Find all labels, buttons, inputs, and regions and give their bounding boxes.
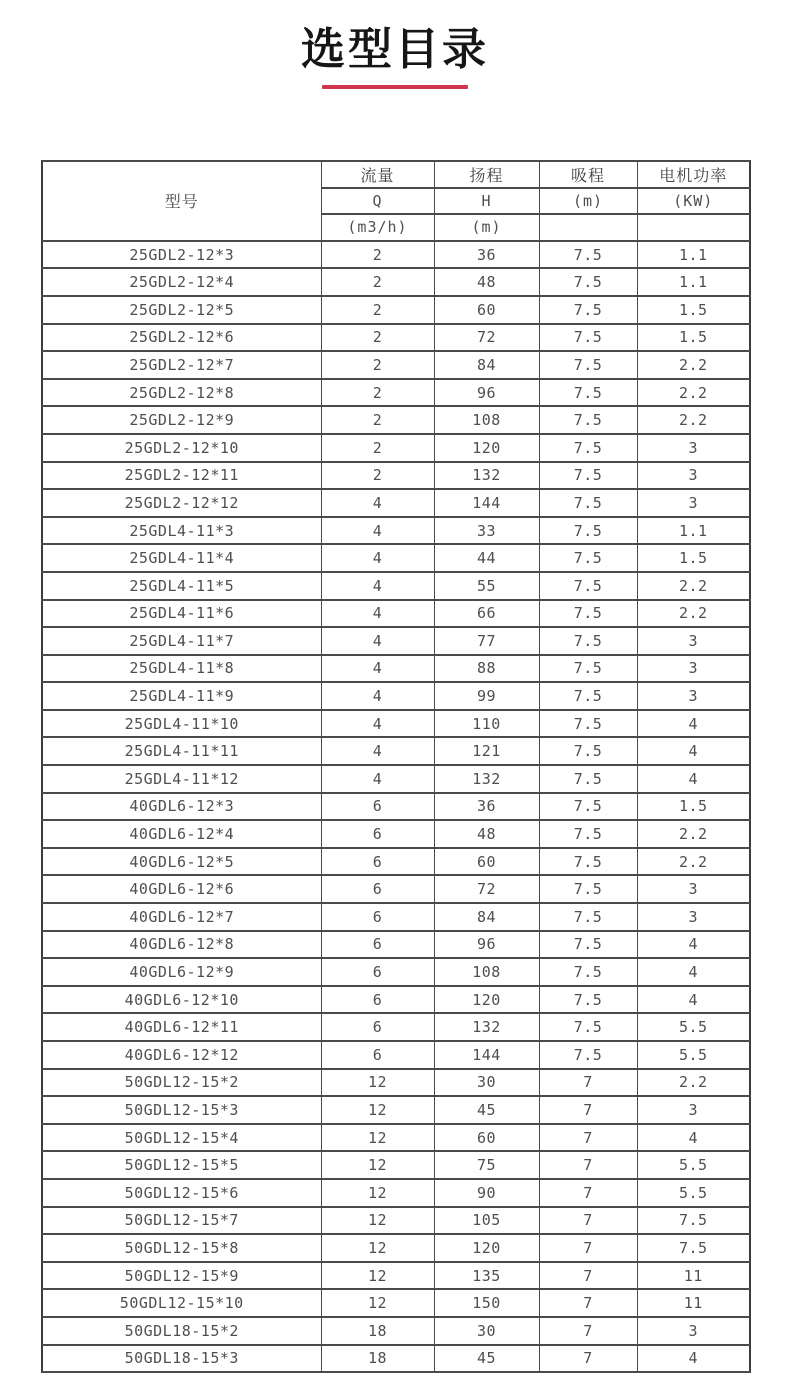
suction-cell: 7 <box>539 1179 637 1207</box>
power-cell: 3 <box>637 434 750 462</box>
head-cell: 90 <box>434 1179 539 1207</box>
flow-cell: 12 <box>321 1179 434 1207</box>
table-row <box>42 875 750 903</box>
table-row <box>42 903 750 931</box>
head-cell: 132 <box>434 462 539 490</box>
table-row <box>42 324 750 352</box>
flow-cell: 12 <box>321 1124 434 1152</box>
model-cell: 40GDL6-12*3 <box>42 793 321 821</box>
table-body <box>42 241 750 1372</box>
power-cell: 4 <box>637 765 750 793</box>
flow-cell: 18 <box>321 1345 434 1373</box>
suction-cell: 7.5 <box>539 517 637 545</box>
head-cell: 96 <box>434 931 539 959</box>
power-cell: 3 <box>637 682 750 710</box>
suction-cell: 7.5 <box>539 931 637 959</box>
table-row <box>42 1096 750 1124</box>
suction-cell: 7.5 <box>539 1041 637 1069</box>
head-cell: 30 <box>434 1069 539 1097</box>
table-row <box>42 1151 750 1179</box>
table-row <box>42 765 750 793</box>
model-cell: 25GDL2-12*4 <box>42 268 321 296</box>
model-cell: 25GDL2-12*3 <box>42 241 321 269</box>
power-cell: 2.2 <box>637 820 750 848</box>
model-cell: 25GDL2-12*12 <box>42 489 321 517</box>
suction-cell: 7.5 <box>539 268 637 296</box>
power-cell: 2.2 <box>637 848 750 876</box>
model-cell: 40GDL6-12*5 <box>42 848 321 876</box>
flow-cell: 6 <box>321 931 434 959</box>
suction-cell: 7.5 <box>539 1013 637 1041</box>
model-cell: 40GDL6-12*9 <box>42 958 321 986</box>
table-row <box>42 241 750 269</box>
power-cell: 11 <box>637 1262 750 1290</box>
power-cell: 5.5 <box>637 1013 750 1041</box>
header-flow-symbol: Q <box>321 188 434 215</box>
table-row <box>42 268 750 296</box>
pump-selection-table <box>41 160 751 1373</box>
suction-cell: 7 <box>539 1317 637 1345</box>
flow-cell: 6 <box>321 1041 434 1069</box>
suction-cell: 7.5 <box>539 434 637 462</box>
model-cell: 25GDL4-11*7 <box>42 627 321 655</box>
table-row <box>42 572 750 600</box>
table-row <box>42 1124 750 1152</box>
model-cell: 25GDL2-12*9 <box>42 406 321 434</box>
power-cell: 3 <box>637 462 750 490</box>
power-cell: 3 <box>637 1317 750 1345</box>
flow-cell: 4 <box>321 600 434 628</box>
suction-cell: 7.5 <box>539 737 637 765</box>
header-suction-blank <box>539 214 637 241</box>
model-cell: 40GDL6-12*8 <box>42 931 321 959</box>
flow-cell: 12 <box>321 1234 434 1262</box>
model-cell: 40GDL6-12*11 <box>42 1013 321 1041</box>
suction-cell: 7.5 <box>539 958 637 986</box>
flow-cell: 6 <box>321 848 434 876</box>
power-cell: 4 <box>637 1124 750 1152</box>
table-row <box>42 462 750 490</box>
model-cell: 25GDL4-11*4 <box>42 544 321 572</box>
model-cell: 40GDL6-12*6 <box>42 875 321 903</box>
head-cell: 44 <box>434 544 539 572</box>
head-cell: 110 <box>434 710 539 738</box>
head-cell: 99 <box>434 682 539 710</box>
head-cell: 135 <box>434 1262 539 1290</box>
model-cell: 50GDL18-15*3 <box>42 1345 321 1373</box>
flow-cell: 12 <box>321 1207 434 1235</box>
suction-cell: 7 <box>539 1124 637 1152</box>
head-cell: 88 <box>434 655 539 683</box>
table-row <box>42 406 750 434</box>
flow-cell: 4 <box>321 489 434 517</box>
model-cell: 25GDL4-11*11 <box>42 737 321 765</box>
model-cell: 25GDL4-11*10 <box>42 710 321 738</box>
table-row <box>42 986 750 1014</box>
power-cell: 5.5 <box>637 1151 750 1179</box>
head-cell: 150 <box>434 1289 539 1317</box>
model-cell: 25GDL2-12*5 <box>42 296 321 324</box>
suction-cell: 7.5 <box>539 682 637 710</box>
power-cell: 4 <box>637 710 750 738</box>
model-cell: 50GDL12-15*2 <box>42 1069 321 1097</box>
model-cell: 50GDL12-15*7 <box>42 1207 321 1235</box>
power-cell: 1.1 <box>637 517 750 545</box>
flow-cell: 4 <box>321 544 434 572</box>
head-cell: 108 <box>434 406 539 434</box>
flow-cell: 4 <box>321 655 434 683</box>
head-cell: 77 <box>434 627 539 655</box>
table-row <box>42 489 750 517</box>
power-cell: 2.2 <box>637 379 750 407</box>
table-row <box>42 1013 750 1041</box>
power-cell: 3 <box>637 655 750 683</box>
power-cell: 1.1 <box>637 268 750 296</box>
flow-cell: 2 <box>321 462 434 490</box>
suction-cell: 7 <box>539 1234 637 1262</box>
flow-cell: 6 <box>321 903 434 931</box>
model-cell: 25GDL4-11*12 <box>42 765 321 793</box>
power-cell: 2.2 <box>637 600 750 628</box>
model-cell: 50GDL12-15*4 <box>42 1124 321 1152</box>
head-cell: 144 <box>434 489 539 517</box>
header-suction-unit: (m) <box>539 188 637 215</box>
table-row <box>42 737 750 765</box>
table-header <box>42 161 750 241</box>
suction-cell: 7.5 <box>539 820 637 848</box>
table-row <box>42 379 750 407</box>
head-cell: 108 <box>434 958 539 986</box>
flow-cell: 4 <box>321 572 434 600</box>
power-cell: 1.5 <box>637 324 750 352</box>
suction-cell: 7.5 <box>539 765 637 793</box>
flow-cell: 12 <box>321 1096 434 1124</box>
flow-cell: 4 <box>321 517 434 545</box>
flow-cell: 6 <box>321 986 434 1014</box>
head-cell: 75 <box>434 1151 539 1179</box>
model-cell: 50GDL18-15*2 <box>42 1317 321 1345</box>
flow-cell: 2 <box>321 296 434 324</box>
power-cell: 4 <box>637 1345 750 1373</box>
head-cell: 30 <box>434 1317 539 1345</box>
table-row <box>42 627 750 655</box>
suction-cell: 7.5 <box>539 600 637 628</box>
power-cell: 3 <box>637 627 750 655</box>
model-cell: 50GDL12-15*5 <box>42 1151 321 1179</box>
suction-cell: 7.5 <box>539 406 637 434</box>
suction-cell: 7.5 <box>539 296 637 324</box>
flow-cell: 6 <box>321 820 434 848</box>
model-cell: 25GDL2-12*10 <box>42 434 321 462</box>
power-cell: 3 <box>637 1096 750 1124</box>
table-row <box>42 710 750 738</box>
head-cell: 132 <box>434 1013 539 1041</box>
header-model: 型号 <box>42 161 321 241</box>
suction-cell: 7.5 <box>539 986 637 1014</box>
table-row <box>42 1179 750 1207</box>
suction-cell: 7.5 <box>539 379 637 407</box>
model-cell: 50GDL12-15*10 <box>42 1289 321 1317</box>
suction-cell: 7 <box>539 1345 637 1373</box>
head-cell: 45 <box>434 1096 539 1124</box>
table-row <box>42 296 750 324</box>
table-row <box>42 1317 750 1345</box>
flow-cell: 4 <box>321 682 434 710</box>
table-row <box>42 517 750 545</box>
suction-cell: 7.5 <box>539 351 637 379</box>
power-cell: 1.5 <box>637 296 750 324</box>
flow-cell: 12 <box>321 1262 434 1290</box>
head-cell: 66 <box>434 600 539 628</box>
table-row <box>42 793 750 821</box>
flow-cell: 6 <box>321 793 434 821</box>
power-cell: 1.5 <box>637 544 750 572</box>
header-head-symbol: H <box>434 188 539 215</box>
table-row <box>42 682 750 710</box>
table-row <box>42 434 750 462</box>
model-cell: 40GDL6-12*7 <box>42 903 321 931</box>
suction-cell: 7.5 <box>539 655 637 683</box>
power-cell: 7.5 <box>637 1234 750 1262</box>
suction-cell: 7.5 <box>539 793 637 821</box>
title-underline <box>322 85 468 89</box>
power-cell: 3 <box>637 903 750 931</box>
head-cell: 144 <box>434 1041 539 1069</box>
suction-cell: 7.5 <box>539 324 637 352</box>
model-cell: 50GDL12-15*6 <box>42 1179 321 1207</box>
title-block <box>0 24 790 89</box>
power-cell: 1.5 <box>637 793 750 821</box>
flow-cell: 6 <box>321 958 434 986</box>
flow-cell: 2 <box>321 351 434 379</box>
table-row <box>42 1207 750 1235</box>
suction-cell: 7.5 <box>539 462 637 490</box>
table-row <box>42 931 750 959</box>
table-row <box>42 1289 750 1317</box>
power-cell: 3 <box>637 489 750 517</box>
power-cell: 2.2 <box>637 406 750 434</box>
flow-cell: 2 <box>321 406 434 434</box>
model-cell: 25GDL2-12*8 <box>42 379 321 407</box>
header-row-1 <box>42 161 750 188</box>
flow-cell: 12 <box>321 1151 434 1179</box>
power-cell: 5.5 <box>637 1041 750 1069</box>
head-cell: 36 <box>434 241 539 269</box>
flow-cell: 2 <box>321 379 434 407</box>
model-cell: 25GDL2-12*7 <box>42 351 321 379</box>
power-cell: 4 <box>637 931 750 959</box>
page-title: 选型目录 <box>301 25 489 74</box>
head-cell: 120 <box>434 434 539 462</box>
suction-cell: 7 <box>539 1069 637 1097</box>
head-cell: 48 <box>434 268 539 296</box>
suction-cell: 7 <box>539 1289 637 1317</box>
table-row <box>42 544 750 572</box>
model-cell: 50GDL12-15*9 <box>42 1262 321 1290</box>
head-cell: 45 <box>434 1345 539 1373</box>
power-cell: 2.2 <box>637 351 750 379</box>
head-cell: 105 <box>434 1207 539 1235</box>
flow-cell: 2 <box>321 268 434 296</box>
suction-cell: 7.5 <box>539 710 637 738</box>
power-cell: 3 <box>637 875 750 903</box>
power-cell: 1.1 <box>637 241 750 269</box>
flow-cell: 12 <box>321 1289 434 1317</box>
suction-cell: 7 <box>539 1207 637 1235</box>
head-cell: 48 <box>434 820 539 848</box>
head-cell: 60 <box>434 1124 539 1152</box>
head-cell: 84 <box>434 351 539 379</box>
head-cell: 132 <box>434 765 539 793</box>
model-cell: 50GDL12-15*8 <box>42 1234 321 1262</box>
flow-cell: 2 <box>321 324 434 352</box>
flow-cell: 12 <box>321 1069 434 1097</box>
model-cell: 25GDL2-12*6 <box>42 324 321 352</box>
table-row <box>42 820 750 848</box>
flow-cell: 4 <box>321 765 434 793</box>
suction-cell: 7.5 <box>539 544 637 572</box>
model-cell: 25GDL4-11*9 <box>42 682 321 710</box>
flow-cell: 4 <box>321 737 434 765</box>
table-row <box>42 1069 750 1097</box>
head-cell: 72 <box>434 875 539 903</box>
suction-cell: 7.5 <box>539 241 637 269</box>
power-cell: 11 <box>637 1289 750 1317</box>
model-cell: 25GDL2-12*11 <box>42 462 321 490</box>
header-motor-power: 电机功率 <box>637 161 750 188</box>
suction-cell: 7.5 <box>539 903 637 931</box>
head-cell: 72 <box>434 324 539 352</box>
head-cell: 96 <box>434 379 539 407</box>
power-cell: 4 <box>637 986 750 1014</box>
model-cell: 25GDL4-11*8 <box>42 655 321 683</box>
power-cell: 2.2 <box>637 1069 750 1097</box>
header-power-unit: (KW) <box>637 188 750 215</box>
model-cell: 40GDL6-12*12 <box>42 1041 321 1069</box>
suction-cell: 7.5 <box>539 627 637 655</box>
header-head: 扬程 <box>434 161 539 188</box>
table-row <box>42 1041 750 1069</box>
suction-cell: 7.5 <box>539 848 637 876</box>
head-cell: 33 <box>434 517 539 545</box>
power-cell: 5.5 <box>637 1179 750 1207</box>
table-row <box>42 958 750 986</box>
header-head-unit: (m) <box>434 214 539 241</box>
head-cell: 84 <box>434 903 539 931</box>
model-cell: 25GDL4-11*6 <box>42 600 321 628</box>
power-cell: 4 <box>637 958 750 986</box>
suction-cell: 7 <box>539 1096 637 1124</box>
model-cell: 25GDL4-11*5 <box>42 572 321 600</box>
flow-cell: 4 <box>321 710 434 738</box>
flow-cell: 2 <box>321 434 434 462</box>
header-suction: 吸程 <box>539 161 637 188</box>
head-cell: 121 <box>434 737 539 765</box>
table-row <box>42 848 750 876</box>
flow-cell: 2 <box>321 241 434 269</box>
head-cell: 55 <box>434 572 539 600</box>
model-cell: 40GDL6-12*4 <box>42 820 321 848</box>
flow-cell: 4 <box>321 627 434 655</box>
suction-cell: 7.5 <box>539 489 637 517</box>
head-cell: 60 <box>434 296 539 324</box>
table-row <box>42 655 750 683</box>
power-cell: 4 <box>637 737 750 765</box>
power-cell: 2.2 <box>637 572 750 600</box>
head-cell: 60 <box>434 848 539 876</box>
flow-cell: 18 <box>321 1317 434 1345</box>
header-power-blank <box>637 214 750 241</box>
head-cell: 36 <box>434 793 539 821</box>
flow-cell: 6 <box>321 875 434 903</box>
table-row <box>42 1234 750 1262</box>
header-flow-unit: (m3/h) <box>321 214 434 241</box>
suction-cell: 7.5 <box>539 572 637 600</box>
table-row <box>42 351 750 379</box>
suction-cell: 7.5 <box>539 875 637 903</box>
table-row <box>42 1345 750 1373</box>
suction-cell: 7 <box>539 1262 637 1290</box>
header-flow: 流量 <box>321 161 434 188</box>
head-cell: 120 <box>434 986 539 1014</box>
model-cell: 50GDL12-15*3 <box>42 1096 321 1124</box>
table-row <box>42 600 750 628</box>
table-row <box>42 1262 750 1290</box>
head-cell: 120 <box>434 1234 539 1262</box>
model-cell: 40GDL6-12*10 <box>42 986 321 1014</box>
model-cell: 25GDL4-11*3 <box>42 517 321 545</box>
power-cell: 7.5 <box>637 1207 750 1235</box>
flow-cell: 6 <box>321 1013 434 1041</box>
suction-cell: 7 <box>539 1151 637 1179</box>
